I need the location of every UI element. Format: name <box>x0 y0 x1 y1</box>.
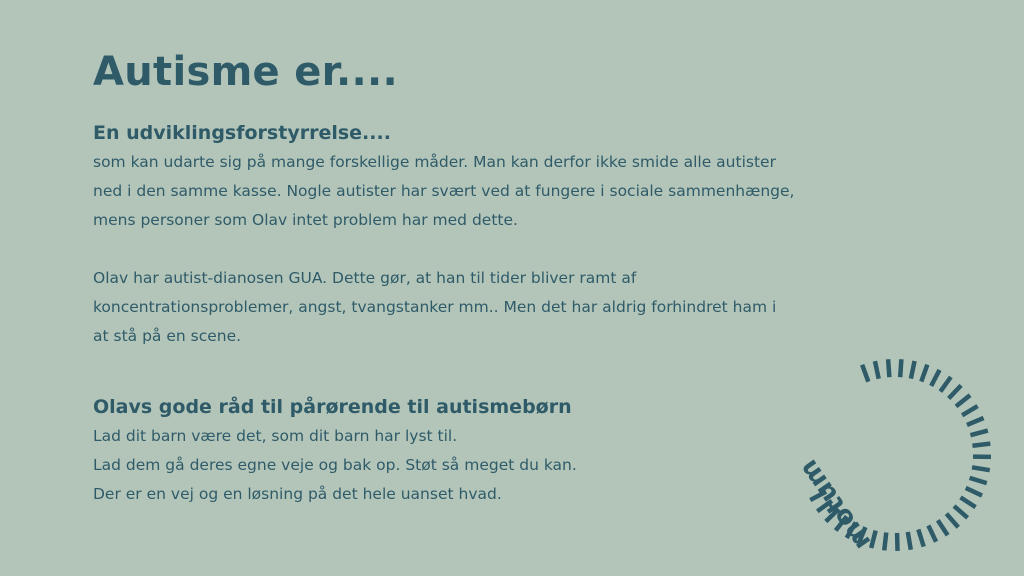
ring-dash <box>862 365 868 382</box>
advice-line: Lad dit barn være det, som dit barn har lyst til. <box>93 427 458 445</box>
advice-line: Der er en vej og en løsning på det hele uanset hvad. <box>93 485 502 503</box>
ring-dash <box>970 431 987 436</box>
ring-dash <box>972 467 990 470</box>
section-heading-advice: Olavs gode råd til pårørende til autismebørn <box>93 396 572 418</box>
ring-dash <box>938 520 948 535</box>
ring-dash <box>962 406 977 415</box>
ring-dash <box>960 497 975 507</box>
ring-dash <box>940 377 950 392</box>
ring-dash <box>967 418 984 425</box>
ring-dash <box>954 506 968 518</box>
ring-dash <box>970 478 987 483</box>
section-heading-definition: En udviklingsforstyrrelse.... <box>93 122 391 144</box>
ring-dash <box>884 533 886 551</box>
ring-dash <box>928 525 936 541</box>
ring-dash <box>911 361 915 379</box>
ring-dash <box>956 395 970 406</box>
ring-dash <box>900 359 901 377</box>
paragraph-spacer <box>93 235 943 264</box>
ring-dash <box>908 532 911 550</box>
logo-text: motum <box>793 453 878 556</box>
ring-dash <box>931 370 939 386</box>
paragraph-line: at stå på en scene. <box>93 327 242 345</box>
ring-dash <box>966 488 982 496</box>
ring-dash <box>875 361 879 379</box>
ring-dash <box>918 529 923 546</box>
paragraph-line: ned i den samme kasse. Nogle autister har svært ved at fungere i sociale sammenhænge, <box>93 182 795 200</box>
page-title: Autisme er.... <box>93 49 398 95</box>
paragraph-line: koncentrationsproblemer, angst, tvangstanker mm.. Men det har aldrig forhindret ham i <box>93 298 777 316</box>
ring-dash <box>921 365 927 382</box>
ring-dash <box>888 359 889 377</box>
ring-dash <box>972 444 990 446</box>
ring-dash <box>946 514 958 528</box>
ring-dash <box>949 385 961 398</box>
paragraph-line: mens personer som Olav intet problem har med dette. <box>93 211 518 229</box>
paragraph-line: som kan udarte sig på mange forskellige måder. Man kan derfor ikke smide alle autister <box>93 153 776 171</box>
motum-logo <box>790 350 1000 560</box>
paragraph-line: Olav har autist-dianosen GUA. Dette gør, at han til tider bliver ramt af <box>93 269 637 287</box>
advice-line: Lad dem gå deres egne veje og bak op. Støt så meget du kan. <box>93 456 577 474</box>
